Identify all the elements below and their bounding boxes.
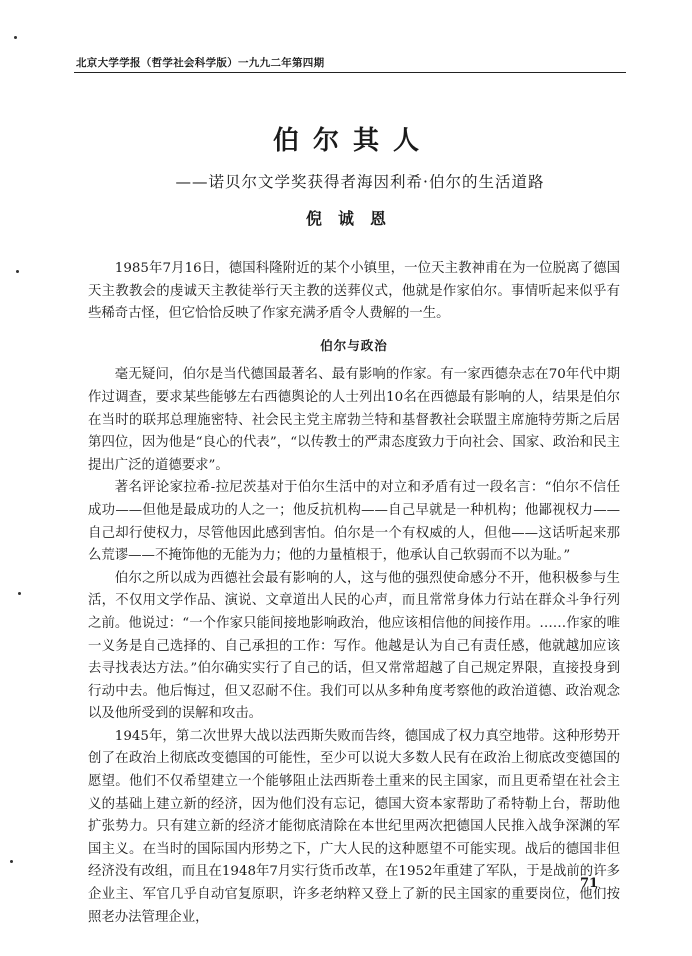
running-head: 北京大学学报（哲学社会科学版）一九九二年第四期 [76, 57, 325, 69]
body-paragraph: 著名评论家拉希-拉尼茨基对于伯尔生活中的对立和矛盾有过一段名言：“伯尔不信任成功——但他是最成功的人之一；他反抗机构——自己早就是一种机构；他鄙视权力——自己却行使权力，尽管他因此感到害怕。伯尔是一个有权威的人，但他——这话听起来那么荒谬——不掩饰他的无能为力；他的力量植根于，他承认自己软弱而不以为耻。” [88, 480, 620, 564]
intro-paragraph: 1985年7月16日，德国科隆附近的某个小镇里，一位天主教神甫在为一位脱离了德国天主教教会的虔诚天主教徒举行天主教的送葬仪式，他就是作家伯尔。事情听起来似乎有些稀奇古怪，但它恰恰反映了作家充满矛盾令人费解的一生。 [88, 261, 620, 322]
scan-speck [16, 270, 19, 273]
article-subtitle: ——诺贝尔文学奖获得者海因利希·伯尔的生活道路 [175, 173, 545, 191]
body-paragraph: 伯尔之所以成为西德社会最有影响的人，这与他的强烈使命感分不开，他积极参与生活，不仅用文学作品、演说、文章道出人民的心声，而且常常身体力行站在群众斗争行列之前。他说过：“一个作家只能间接地影响政治，他应该相信他的间接作用。……作家的唯一义务是自己选择的、自己承担的工作：写作。他越是认为自己有责任感，他就越加应该去寻找表达方法。”伯尔确实实行了自己的话，但又常常超越了自己规定界限，直接投身到行动中去。他后悔过，但又忍耐不住。我们可以从多种角度考察他的政治道德、政治观念以及他所受到的误解和攻击。 [88, 570, 620, 722]
page-number: 71 [580, 876, 599, 891]
header-rule [74, 72, 626, 73]
scan-speck [10, 860, 13, 863]
body-paragraph: 1945年，第二次世界大战以法西斯失败而告终，德国成了权力真空地带。这种形势开创了在政治上彻底改变德国的可能性，至少可以说大多数人民有在政治上彻底改变德国的愿望。他们不仅希望建立一个能够阻止法西斯卷土重来的民主国家，而且更希望在社会主义的基础上建立新的经济，因为他们没有忘记，德国大资本家帮助了希特勒上台，帮助他扩张势力。只有建立新的经济才能彻底清除在本世纪里两次把德国人民推入战争深渊的军国主义。在当时的国际国内形势之下，广大人民的这种愿望不可能实现。战后的德国非但经济没有改组，而且在1948年7月实行货币改革，在1952年重建了军队，于是战前的许多企业主、军官几乎自动官复原职，许多老纳粹又登上了新的民主国家的重要岗位，他们按照老办法管理企业， [88, 728, 620, 925]
section-heading: 伯尔与政治 [320, 337, 388, 353]
article-body [88, 258, 620, 929]
scan-speck [18, 592, 21, 595]
body-paragraph: 毫无疑问，伯尔是当代德国最著名、最有影响的作家。有一家西德杂志在70年代中期作过调查，要求某些能够左右西德舆论的人士列出10名在西德最有影响的人，结果是伯尔在当时的联邦总理施密特、社会民主党主席勃兰特和基督教社会联盟主席施特劳斯之后居第四位，因为他是“良心的代表”，“以传教士的严肃态度致力于向社会、国家、政治和民主提出广泛的道德要求”。 [88, 367, 620, 473]
scan-speck [14, 36, 17, 39]
article-author: 倪诚恩 [305, 209, 402, 228]
article-title: 伯尔其人 [272, 126, 433, 156]
